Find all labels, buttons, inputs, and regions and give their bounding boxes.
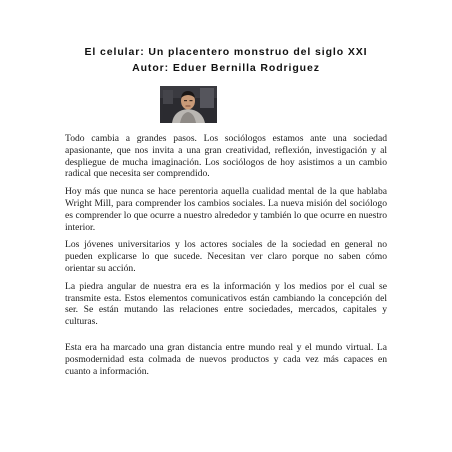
paragraph-2: Hoy más que nunca se hace perentoria aquella cualidad mental de la que hablaba Wright Mill, para comprender los cambios sociales. La nueva misión del sociólogo es comprender lo que ocurre a nuestro alrededor y también lo que ocurre en nuestro interior.	[65, 186, 387, 233]
author-portrait-image	[160, 86, 217, 123]
author-line: Autor: Eduer Bernilla Rodriguez	[132, 62, 320, 74]
paragraph-3: Los jóvenes universitarios y los actores sociales de la sociedad en general no pueden explicarse lo que sucede. Necesitan ver claro porque no saben cómo orientar su acción.	[65, 239, 387, 274]
paragraph-1: Todo cambia a grandes pasos. Los sociólogos estamos ante una sociedad apasionante, que nos invita a una gran creatividad, reflexión, investigación y al despliegue de mucha imaginación. Los sociólogos de hoy asistimos a un cambio radical que necesita ser comprendido.	[65, 133, 387, 180]
author-photo	[160, 86, 217, 123]
article-body	[65, 133, 387, 383]
paragraph-4: La piedra angular de nuestra era es la información y los medios por el cual se transmite esta. Estos elementos comunicativos están cambiando la concepción del ser. Se están mutando las relaciones entre sociedades, mercados, capitales y culturas.	[65, 280, 387, 328]
paragraph-5: Esta era ha marcado una gran distancia entre mundo real y el mundo virtual. La posmodernidad esta colmada de nuevos productos y cada vez más capaces en cuanto a información.	[65, 341, 387, 377]
page-title: El celular: Un placentero monstruo del siglo XXI	[84, 46, 368, 58]
title-block	[0, 44, 452, 76]
